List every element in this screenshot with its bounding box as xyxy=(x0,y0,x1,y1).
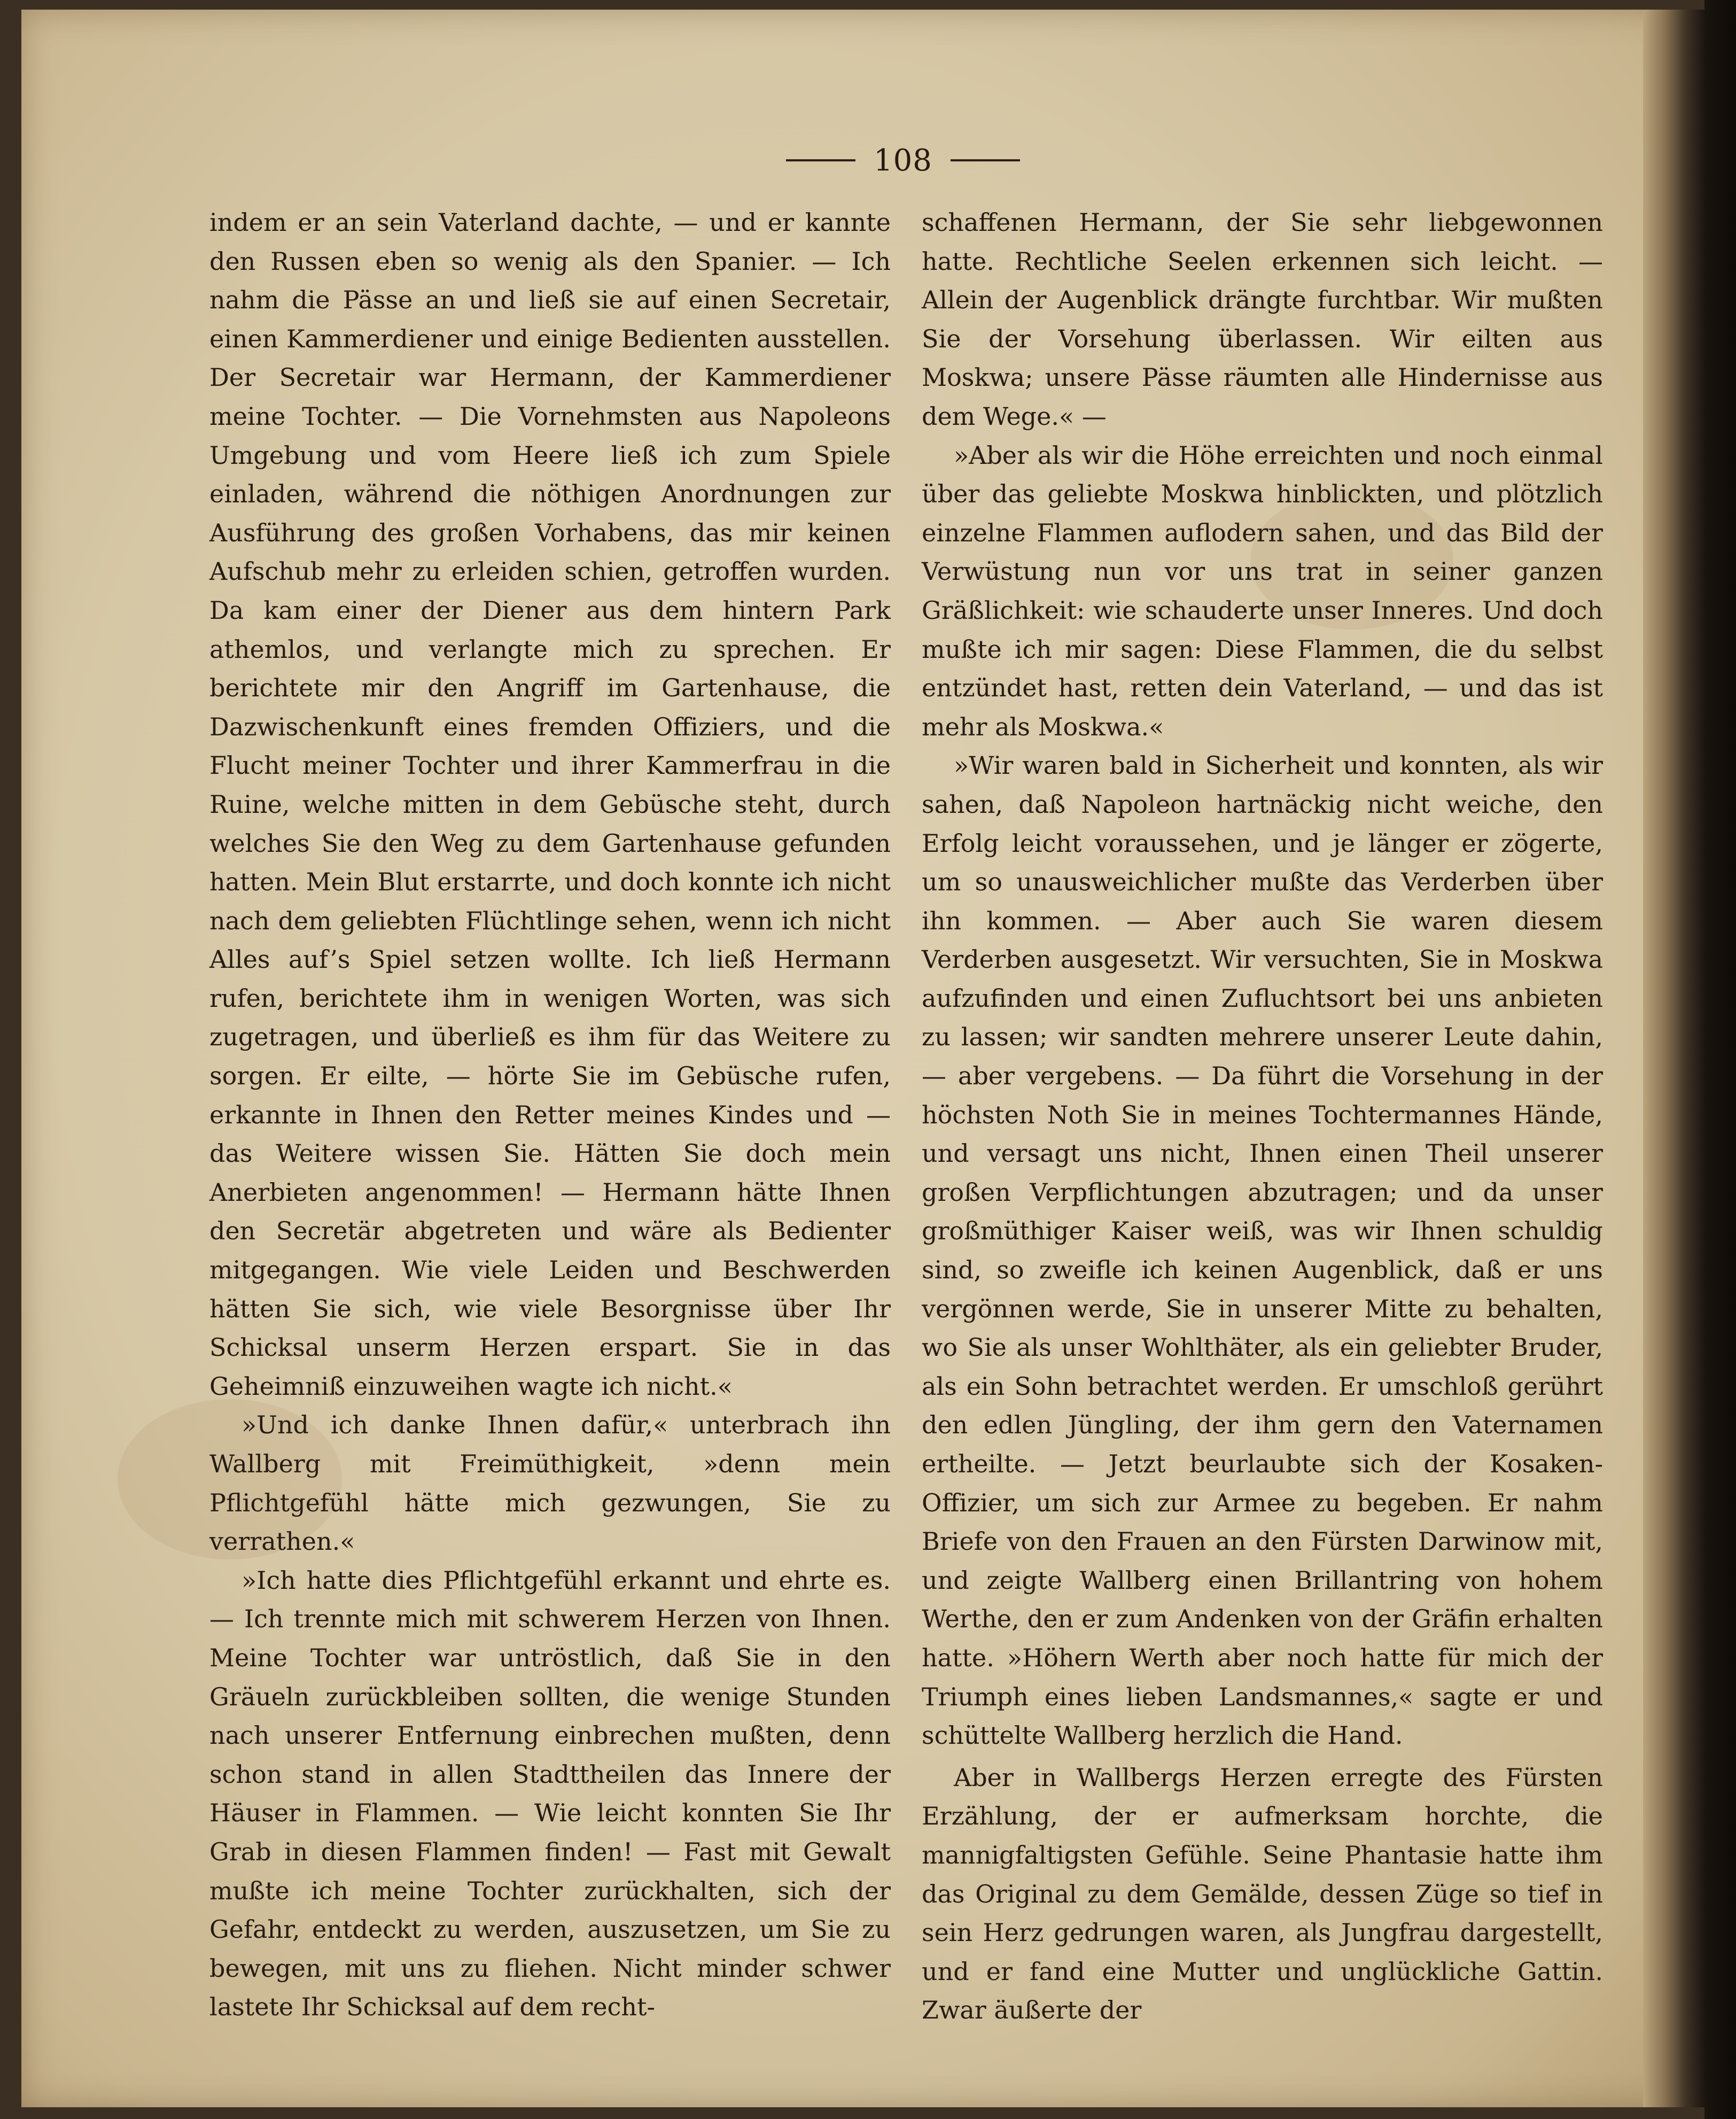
paragraph: »Ich hatte dies Pflichtgefühl erkannt und ehrte es. — Ich trennte mich mit schwerem Herzen von Ihnen. Meine Tochter war untröstlich, daß Sie in den Gräueln zurückbleiben sollten, die wenige Stunden nach unserer Entfernung einbrechen mußten, denn schon stand in allen Stadttheilen das Innere der Häuser in Flammen. — Wie leicht konnten Sie Ihr Grab in diesen Flammen finden! — Fast mit Gewalt mußte ich meine Tochter zurückhalten, sich der Gefahr, entdeckt zu werden, auszusetzen, um Sie zu bewegen, mit uns zu fliehen. Nicht minder schwer lastete Ihr Schicksal auf dem recht- xyxy=(209,1565,891,2022)
header-rule-right xyxy=(951,159,1020,161)
page-gutter xyxy=(1643,10,1704,2107)
page-number: 108 xyxy=(874,143,932,178)
book-edge-shadow xyxy=(1704,0,1736,2119)
text-column-right xyxy=(922,203,1603,2030)
paragraph: »Aber als wir die Höhe erreichten und noch einmal über das geliebte Moskwa hinblickten, und plötzlich einzelne Flammen auflodern sahen, und das Bild der Verwüstung nun vor uns trat in seiner ganzen Gräßlichkeit: wie schauderte unser Inneres. Und doch mußte ich mir sagen: Diese Flammen, die du selbst entzündet hast, retten dein Vaterland, — und das ist mehr als Moskwa.« xyxy=(922,440,1603,741)
paragraph: Aber in Wallbergs Herzen erregte des Fürsten Erzählung, der er aufmerksam horchte, die mannigfaltigsten Gefühle. Seine Phantasie hatte ihm das Original zu dem Gemälde, dessen Züge so tief in sein Herz gedrungen waren, als Jungfrau dargestellt, und er fand eine Mutter und unglückliche Gattin. Zwar äußerte der xyxy=(922,1763,1603,2025)
text-column-left xyxy=(209,203,891,2027)
page-header xyxy=(775,142,1031,179)
paragraph: schaffenen Hermann, der Sie sehr liebgewonnen hatte. Rechtliche Seelen erkennen sich leicht. — Allein der Augenblick drängte furchtbar. Wir mußten Sie der Vorsehung überlassen. Wir eilten aus Moskwa; unsere Pässe räumten alle Hindernisse aus dem Wege.« — xyxy=(922,208,1603,431)
paragraph: »Und ich danke Ihnen dafür,« unterbrach ihn Wallberg mit Freimüthigkeit, »denn mein Pflichtgefühl hätte mich gezwungen, Sie zu verrathen.« xyxy=(209,1410,891,1556)
paragraph: indem er an sein Vaterland dachte, — und er kannte den Russen eben so wenig als den Spanier. — Ich nahm die Pässe an und ließ sie auf einen Secretair, einen Kammerdiener und einige Bedienten ausstellen. Der Secretair war Hermann, der Kammerdiener meine Tochter. — Die Vornehmsten aus Napoleons Umgebung und vom Heere ließ ich zum Spiele einladen, während die nöthigen Anordnungen zur Ausführung des großen Vorhabens, das mir keinen Aufschub mehr zu erleiden schien, getroffen wurden. Da kam einer der Diener aus dem hintern Park athemlos, und verlangte mich zu sprechen. Er berichtete mir den Angriff im Gartenhause, die Dazwischenkunft eines fremden Offizіers, und die Flucht meiner Tochter und ihrer Kammerfrau in die Ruine, welche mitten in dem Gebüsche steht, durch welches Sie den Weg zu dem Gartenhause gefunden hatten. Mein Blut erstarrte, und doch konnte ich nicht nach dem geliebten Flüchtlinge sehen, wenn ich nicht Alles auf’s Spiel setzen wollte. Ich ließ Hermann rufen, berichtete ihm in wenigen Worten, was sich zugetragen, und überließ es ihm für das Weitere zu sorgen. Er eilte, — hörte Sie im Gebüsche rufen, erkannte in Ihnen den Retter meines Kindes und — das Weitere wissen Sie. Hätten Sie doch mein Anerbieten angenommen! — Hermann hätte Ihnen den Secretär abgetreten und wäre als Bedienter mitgegangen. Wie viele Leiden und Beschwerden hätten Sie sich, wie viele Besorgnisse über Ihr Schicksal unserm Herzen erspart. Sie in das Geheimniß einzuweihen wagte ich nicht.« xyxy=(209,208,891,1401)
paragraph: »Wir waren bald in Sicherheit und konnten, als wir sahen, daß Napoleon hartnäckig nicht weiche, den Erfolg leicht voraussehen, und je länger er zögerte, um so unausweichlicher mußte das Verderben über ihn kommen. — Aber auch Sie waren diesem Verderben ausgesetzt. Wir versuchten, Sie in Moskwa aufzufinden und einen Zufluchtsort bei uns anbieten zu lassen; wir sandten mehrere unserer Leute dahin, — aber vergebens. — Da führt die Vorsehung in der höchsten Noth Sie in meines Tochtermannes Hände, und versagt uns nicht, Ihnen einen Theil unserer großen Verpflichtungen abzutragen; und da unser großmüthiger Kaiser weiß, was wir Ihnen schuldig sind, so zweifle ich keinen Augenblick, daß er uns vergönnen werde, Sie in unserer Mitte zu behalten, wo Sie als unser Wohlthäter, als ein geliebter Bruder, als ein Sohn betrachtet werden. Er umschloß gerührt den edlen Jüngling, der ihm gern den Vaternamen ertheilte. — Jetzt beurlaubte sich der Kosaken-Offizier, um sich zur Armee zu begeben. Er nahm Briefe von den Frauen an den Fürsten Darwinow mit, und zeigte Wallberg einen Brillantring von hohem Werthe, den er zum Andenken von der Gräfin erhalten hatte. »Höhern Werth aber noch hatte für mich der Triumph eines lieben Landsmannes,« sagte er und schüttelte Wallberg herzlich die Hand. xyxy=(922,751,1603,1750)
header-rule-left xyxy=(786,159,855,161)
